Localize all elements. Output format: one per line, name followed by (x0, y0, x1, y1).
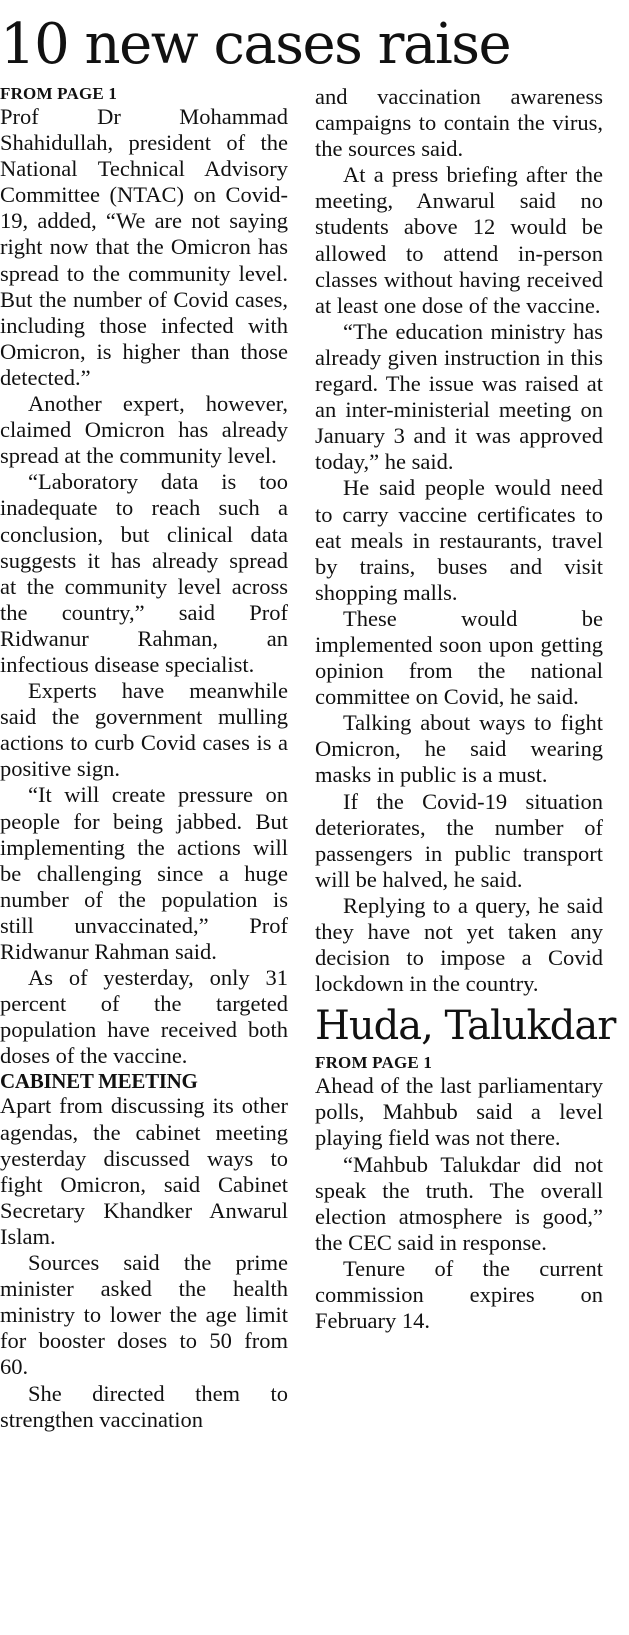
body-paragraph: “The education ministry has already given instruction in this regard. The issue was raised at an inter-ministerial meeting on January 3 and it was approved today,” he said. (315, 318, 603, 475)
body-paragraph: “Laboratory data is too inadequate to reach such a conclusion, but clinical data suggests it has already spread at the community level across the country,” said Prof Ridwanur Rahman, an infectious disease specialist. (0, 469, 288, 677)
body-paragraph: and vaccination awareness campaigns to contain the virus, the sources said. (315, 84, 603, 162)
body-paragraph: Tenure of the current commission expires on February 14. (315, 1255, 603, 1334)
body-paragraph: He said people would need to carry vaccine certificates to eat meals in restaurants, travel by trains, buses and visit shopping malls. (315, 475, 603, 605)
body-paragraph: Another expert, however, claimed Omicron has already spread at the community level. (0, 391, 288, 469)
body-paragraph: If the Covid-19 situation deteriorates, the number of passengers in public transport will be halved, he said. (315, 788, 603, 892)
body-paragraph: “Mahbub Talukdar did not speak the truth. The overall election atmosphere is good,” the CEC said in response. (315, 1151, 603, 1255)
story2-kicker: FROM PAGE 1 (315, 1053, 433, 1073)
body-paragraph: As of yesterday, only 31 percent of the targeted population have received both doses of the vaccine. (0, 965, 288, 1069)
body-paragraph: Apart from discussing its other agendas, the cabinet meeting yesterday discussed ways to fight Omicron, said Cabinet Secretary Khandker Anwarul Islam. (0, 1093, 288, 1249)
body-paragraph: Talking about ways to fight Omicron, he said wearing masks in public is a must. (315, 710, 603, 788)
story2-headline: Huda, Talukdar (315, 1003, 616, 1050)
right-column (315, 84, 616, 1334)
body-paragraph: Experts have meanwhile said the government mulling actions to curb Covid cases is a positive sign. (0, 678, 288, 782)
body-paragraph: Prof Dr Mohammad Shahidullah, president of the National Technical Advisory Committee (NTAC) on Covid-19, added, “We are not saying right now that the Omicron has spread to the community level. But the number of Covid cases, including those infected with Omicron, is higher than those detected.” (0, 104, 288, 390)
body-paragraph: At a press briefing after the meeting, Anwarul said no students above 12 would be allowed to attend in-person classes without having received at least one dose of the vaccine. (315, 162, 603, 318)
story1-kicker: FROM PAGE 1 (0, 84, 118, 103)
body-paragraph: These would be implemented soon upon getting opinion from the national committee on Covid, he said. (315, 605, 603, 710)
body-paragraph: She directed them to strengthen vaccination (0, 1380, 288, 1432)
body-paragraph: Ahead of the last parliamentary polls, Mahbub said a level playing field was not there. (315, 1073, 603, 1151)
left-column (0, 84, 288, 1433)
body-paragraph: Replying to a query, he said they have not yet taken any decision to impose a Covid lockdown in the country. (315, 892, 603, 997)
body-paragraph: Sources said the prime minister asked the health ministry to lower the age limit for booster doses to 50 from 60. (0, 1250, 288, 1380)
story1-headline: 10 new cases raise (0, 12, 511, 77)
cabinet-meeting-subhead: CABINET MEETING (0, 1069, 198, 1094)
body-paragraph: “It will create pressure on people for being jabbed. But implementing the actions will be challenging since a huge number of the population is still unvaccinated,” Prof Ridwanur Rahman said. (0, 782, 288, 964)
